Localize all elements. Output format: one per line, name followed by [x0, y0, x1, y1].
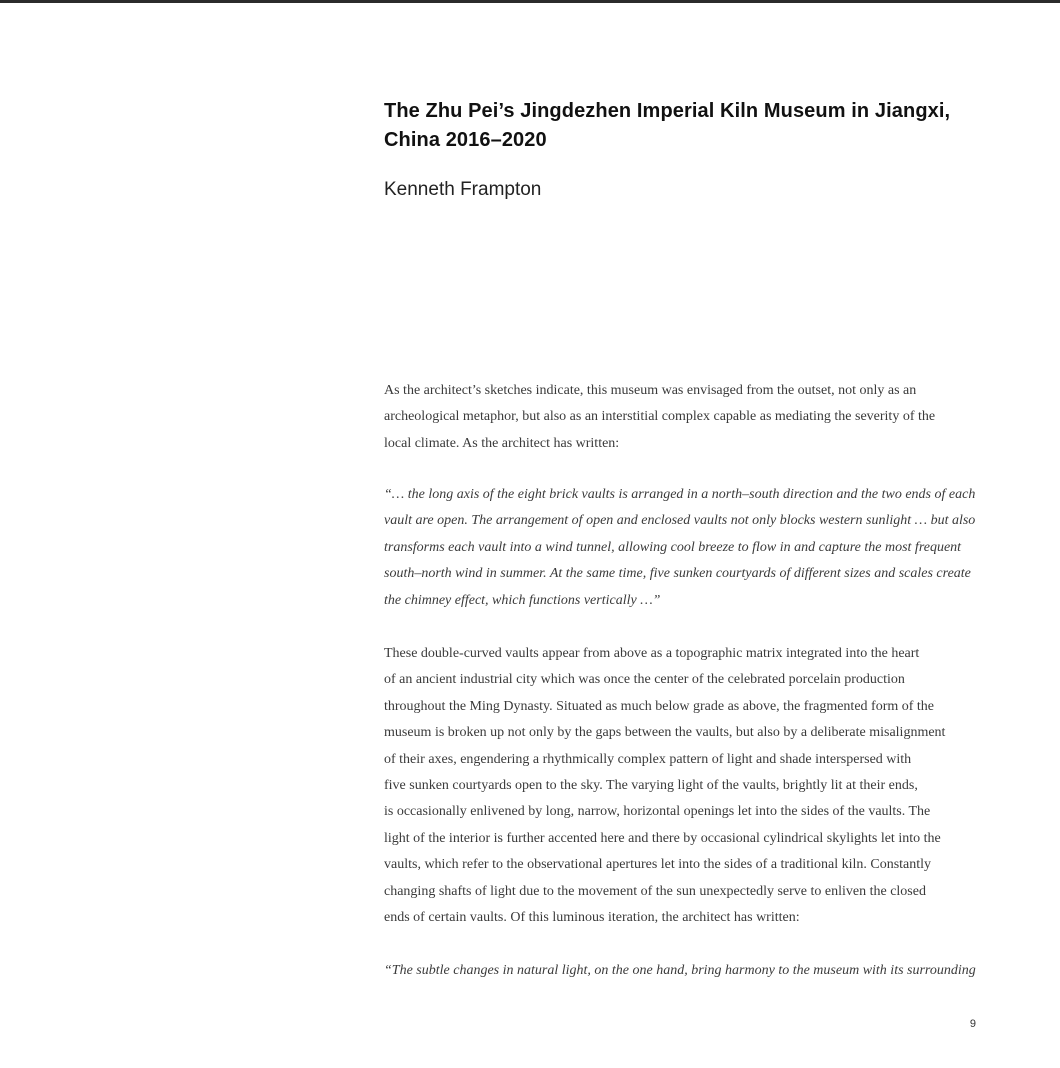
text-line: local climate. As the architect has written:: [384, 435, 620, 451]
title-line: China 2016–2020: [384, 129, 547, 151]
text-line: of their axes, engendering a rhythmically complex pattern of light and shade interspersed with: [384, 751, 912, 767]
text-line: changing shafts of light due to the movement of the sun unexpectedly serve to enliven the closed: [384, 883, 926, 899]
text-line: “… the long axis of the eight brick vaults is arranged in a north–south direction and the two ends of each: [384, 487, 976, 502]
block-quote: [384, 958, 984, 984]
text-line: of an ancient industrial city which was once the center of the celebrated porcelain production: [384, 672, 905, 688]
text-line: ends of certain vaults. Of this luminous iteration, the architect has written:: [384, 910, 800, 926]
text-line: vault are open. The arrangement of open and enclosed vaults not only blocks western sunlight … but also: [384, 513, 976, 529]
text-line: five sunken courtyards open to the sky. The varying light of the vaults, brightly lit at their ends,: [384, 778, 918, 794]
text-line: south–north wind in summer. At the same time, five sunken courtyards of different sizes and scales create: [384, 566, 971, 582]
body-paragraph: [384, 641, 984, 931]
text-line: “The subtle changes in natural light, on the one hand, bring harmony to the museum with its surrounding: [384, 963, 976, 978]
text-line: archeological metaphor, but also as an interstitial complex capable as mediating the severity of the: [384, 409, 936, 425]
text-line: throughout the Ming Dynasty. Situated as much below grade as above, the fragmented form of the: [384, 698, 935, 714]
text-line: the chimney effect, which functions vertically …”: [384, 592, 661, 608]
title-line: The Zhu Pei’s Jingdezhen Imperial Kiln Museum in Jiangxi,: [384, 100, 951, 122]
text-line: museum is broken up not only by the gaps between the vaults, but also by a deliberate misalignment: [384, 725, 946, 741]
page-number: 9: [969, 1018, 976, 1030]
text-line: vaults, which refer to the observational apertures let into the sides of a traditional kiln. Constantly: [384, 857, 932, 873]
author-name: Kenneth Frampton: [384, 179, 542, 200]
body-paragraph: [384, 378, 984, 457]
text-line: As the architect’s sketches indicate, this museum was envisaged from the outset, not only as an: [384, 383, 917, 398]
article-title: [384, 97, 1004, 155]
text-line: is occasionally enlivened by long, narrow, horizontal openings let into the sides of the vaults. The: [384, 804, 931, 820]
text-line: transforms each vault into a wind tunnel, allowing cool breeze to flow in and capture the most frequent: [384, 539, 962, 555]
text-line: These double-curved vaults appear from above as a topographic matrix integrated into the heart: [384, 646, 920, 661]
block-quote: [384, 482, 984, 614]
page-top-border: [0, 0, 1060, 3]
text-line: light of the interior is further accented here and there by occasional cylindrical skylights let into the: [384, 830, 941, 846]
